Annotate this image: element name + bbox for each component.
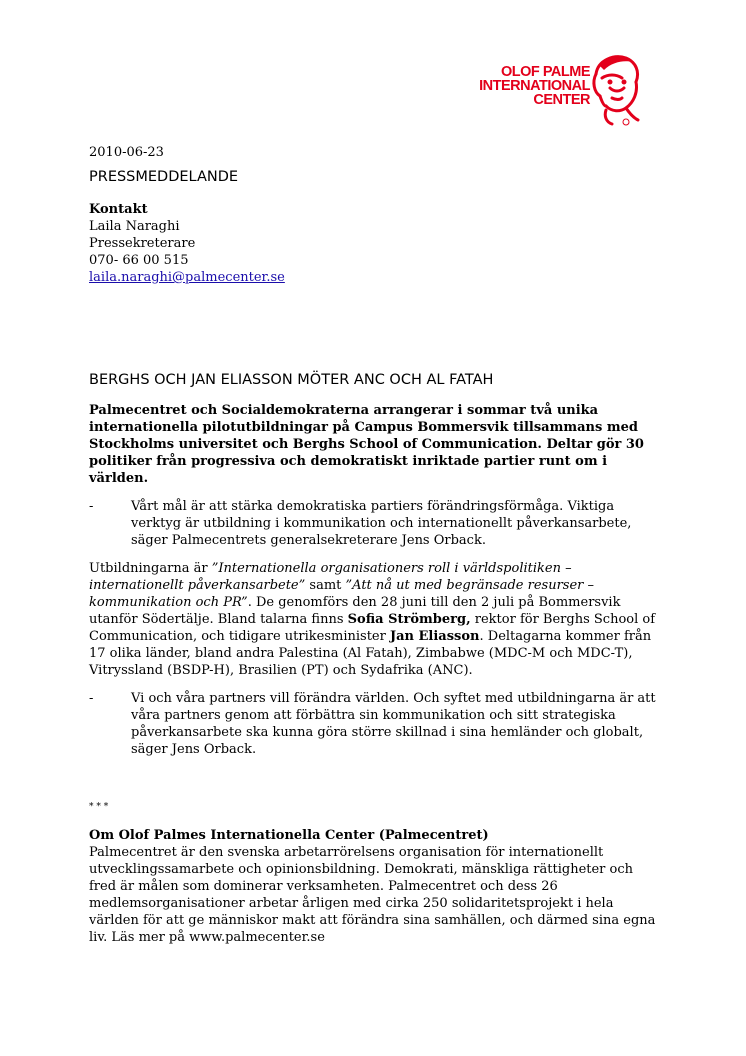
- about-text: Palmecentret är den svenska arbetarrörelsens organisation för internationellt utvecklingssamarbete och opinionsbildning. Demokrati, mänskliga rättigheter och fred är målen som dominerar verksamheten. Palmecentret och dess 26 medlemsorganisationer arbetar årligen med cirka 250 solidaritetsprojekt i hela världen för att ge människor makt att förändra sina samhällen, och därmed sina egna liv. Läs mer på www.palmecenter.se: [89, 845, 656, 945]
- logo-wordmark: [462, 65, 590, 107]
- logo-line-3: CENTER: [533, 92, 590, 108]
- about-heading: Om Olof Palmes Internationella Center (Palmecentret): [89, 828, 489, 843]
- section-separator: * * *: [89, 802, 109, 812]
- body-text: rektor för Berghs School of Communication, och tidigare utrikesminister: [89, 612, 656, 644]
- release-date: 2010-06-23: [89, 145, 164, 160]
- quote-2-text: Vi och våra partners vill förändra världen. Och syftet med utbildningarna är att våra partners genom att förbättra sin kommunikation och sitt strategiska påverkansarbete ska kunna göra större skillnad i sina hemländer och globalt, säger Jens Orback.: [131, 691, 656, 757]
- contact-block: [89, 201, 659, 286]
- quote-2: [89, 690, 659, 758]
- lead-paragraph: Palmecentret och Socialdemokraterna arrangerar i sommar två unika internationella pilotutbildningar på Campus Bommersvik tillsammans med Stockholms universitet och Berghs School of Communication. Deltar gör 30 politiker från progressiva och demokratiskt inriktade partier runt om i världen.: [89, 403, 644, 486]
- speaker-name-1: Sofia Strömberg,: [347, 612, 471, 627]
- quote-dash: -: [89, 691, 94, 706]
- quote-1-text: Vårt mål är att stärka demokratiska partiers förändringsförmåga. Viktiga verktyg är utbildning i kommunikation och internationellt påverkansarbete, säger Palmecentrets generalsekreterare Jens Orback.: [131, 499, 632, 548]
- logo-line-1: OLOF PALME: [501, 64, 590, 80]
- quote-dash: -: [89, 499, 94, 514]
- contact-role: Pressekreterare: [89, 236, 196, 251]
- body-text: . Deltagarna kommer från 17 olika länder, bland andra Palestina (Al Fatah), Zimbabwe (MDC-M och MDC-T), Vitryssland (BSDP-H), Brasilien (PT) och Sydafrika (ANC).: [89, 629, 652, 678]
- headline: BERGHS OCH JAN ELIASSON MÖTER ANC OCH AL FATAH: [89, 372, 494, 388]
- palme-portrait-icon: [586, 52, 642, 128]
- document-type: PRESSMEDDELANDE: [89, 169, 239, 185]
- course-title-2: ”Att nå ut med begränsade resurser – kommunikation och PR”: [89, 578, 594, 610]
- course-title-1: ”Internationella organisationers roll i världspolitiken – internationellt påverkansarbete”: [89, 561, 572, 593]
- logo-line-2: INTERNATIONAL: [479, 78, 590, 94]
- olof-palme-center-logo: [462, 52, 642, 128]
- body-text: Utbildningarna är: [89, 561, 212, 576]
- contact-name: Laila Naraghi: [89, 219, 180, 234]
- body-text: samt: [305, 578, 346, 593]
- body-paragraph: [89, 560, 659, 679]
- contact-phone: 070- 66 00 515: [89, 253, 189, 268]
- contact-heading: Kontakt: [89, 202, 148, 217]
- speaker-name-2: Jan Eliasson: [389, 629, 480, 644]
- document-body: [89, 144, 659, 946]
- body-text: . De genomförs den 28 juni till den 2 juli på Bommersvik utanför Södertälje. Bland talarna finns: [89, 595, 621, 627]
- quote-1: [89, 498, 659, 549]
- contact-email-link[interactable]: laila.naraghi@palmecenter.se: [89, 270, 285, 285]
